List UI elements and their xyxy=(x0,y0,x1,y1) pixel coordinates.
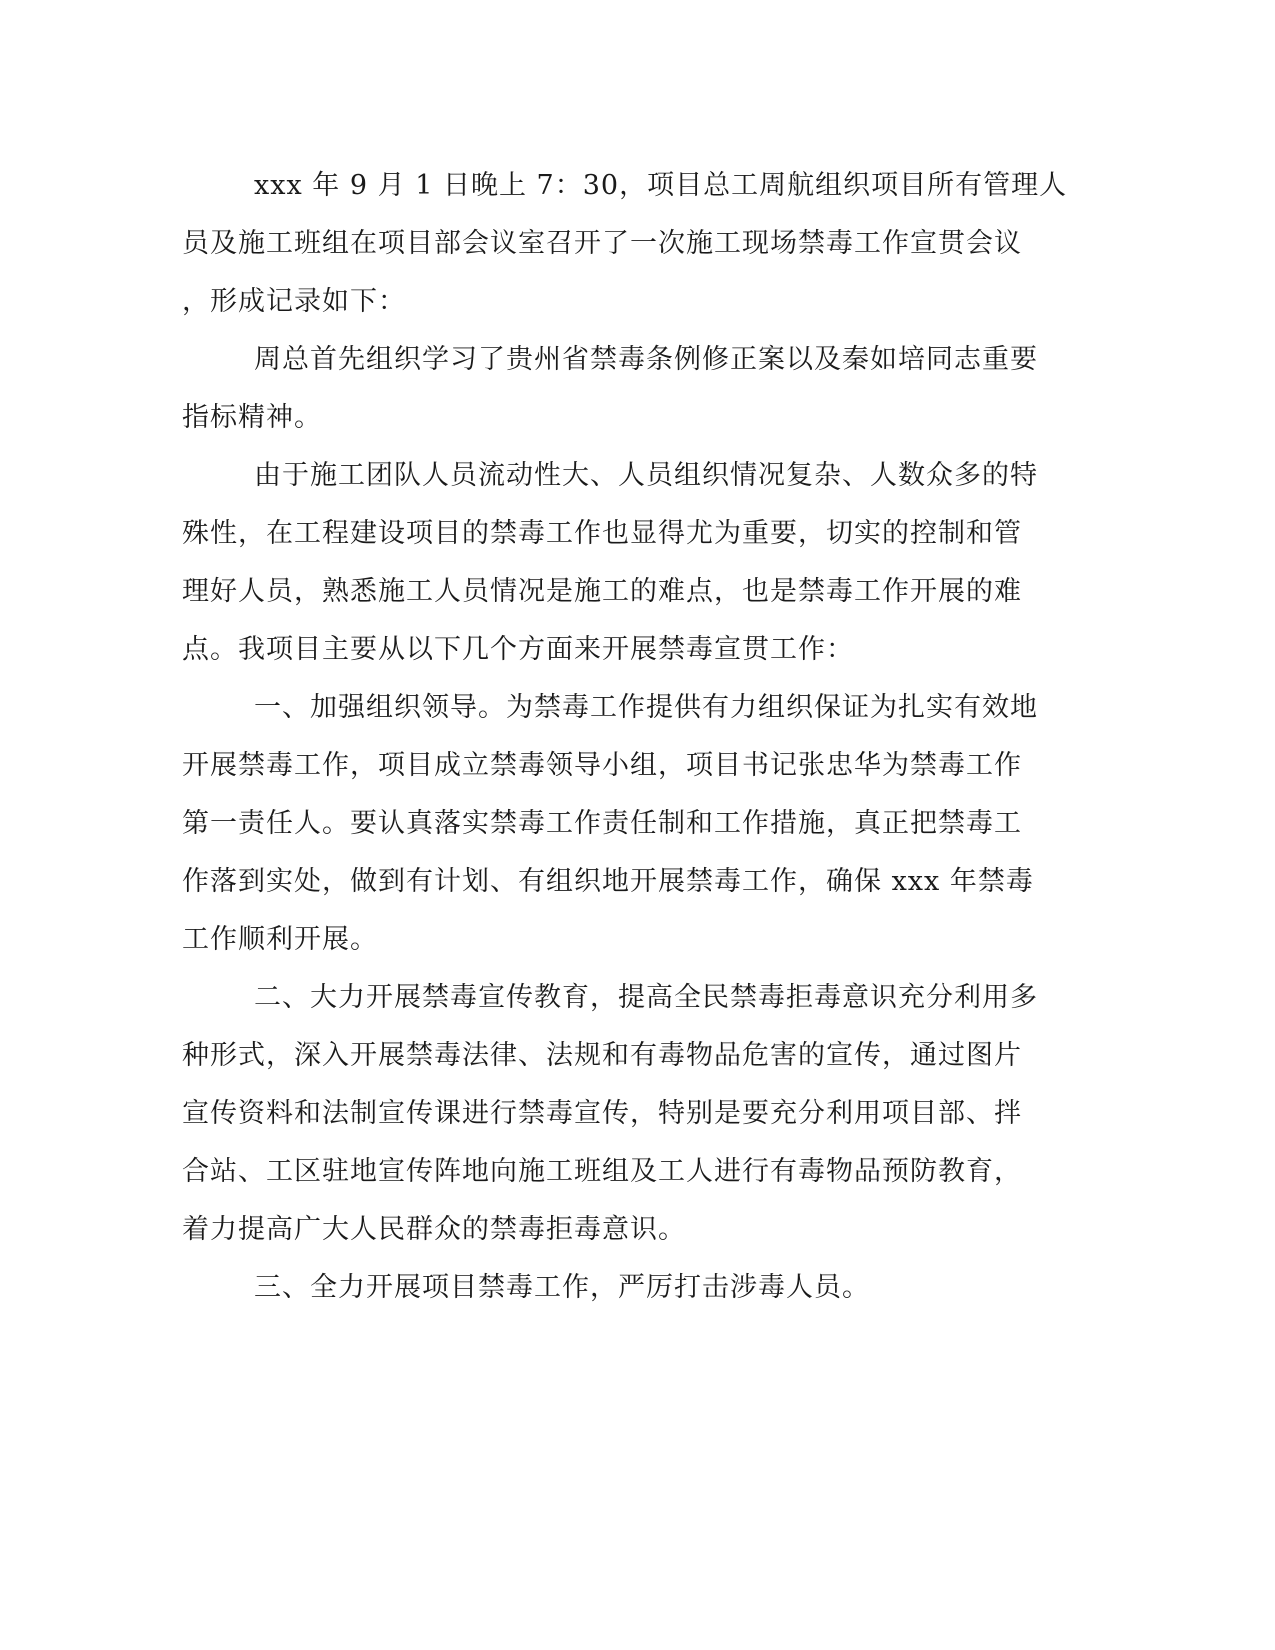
text-line: 三、全力开展项目禁毒工作，严厉打击涉毒人员。 xyxy=(254,1272,870,1303)
text-line: 指标精神。 xyxy=(182,402,322,433)
text-line: 合站、工区驻地宣传阵地向施工班组及工人进行有毒物品预防教育， xyxy=(182,1156,1022,1187)
document-body xyxy=(182,157,1068,1317)
text-line: 种形式，深入开展禁毒法律、法规和有毒物品危害的宣传，通过图片 xyxy=(182,1040,1022,1071)
text-line: 周总首先组织学习了贵州省禁毒条例修正案以及秦如培同志重要 xyxy=(254,344,1038,375)
text-line: 员及施工班组在项目部会议室召开了一次施工现场禁毒工作宣贯会议 xyxy=(182,228,1022,259)
paragraph-item-two xyxy=(182,969,1042,1259)
text-line: 一、加强组织领导。为禁毒工作提供有力组织保证为扎实有效地 xyxy=(254,692,1038,723)
text-line: 第一责任人。要认真落实禁毒工作责任制和工作措施，真正把禁毒工 xyxy=(182,808,1022,839)
text-line: 点。我项目主要从以下几个方面来开展禁毒宣贯工作： xyxy=(182,634,854,665)
text-line: 理好人员，熟悉施工人员情况是施工的难点，也是禁毒工作开展的难 xyxy=(182,576,1022,607)
text-line: xxx 年 9 月 1 日晚上 7：30，项目总工周航组织项目所有管理人 xyxy=(254,170,1068,201)
text-line: 着力提高广大人民群众的禁毒拒毒意识。 xyxy=(182,1214,686,1245)
text-line: ，形成记录如下： xyxy=(182,286,406,317)
text-line: 作落到实处，做到有计划、有组织地开展禁毒工作，确保 xxx 年禁毒 xyxy=(182,866,1034,897)
paragraph-item-one xyxy=(182,679,1042,969)
paragraph-meeting-intro xyxy=(182,157,1068,331)
text-line: 宣传资料和法制宣传课进行禁毒宣传，特别是要充分利用项目部、拌 xyxy=(182,1098,1022,1129)
paragraph-item-three xyxy=(182,1259,1042,1317)
text-line: 工作顺利开展。 xyxy=(182,924,378,955)
paragraph-study xyxy=(182,331,1042,447)
text-line: 二、大力开展禁毒宣传教育，提高全民禁毒拒毒意识充分利用多 xyxy=(254,982,1038,1013)
text-line: 开展禁毒工作，项目成立禁毒领导小组，项目书记张忠华为禁毒工作 xyxy=(182,750,1022,781)
paragraph-background xyxy=(182,447,1042,679)
text-line: 由于施工团队人员流动性大、人员组织情况复杂、人数众多的特 xyxy=(254,460,1038,491)
text-line: 殊性，在工程建设项目的禁毒工作也显得尤为重要，切实的控制和管 xyxy=(182,518,1022,549)
